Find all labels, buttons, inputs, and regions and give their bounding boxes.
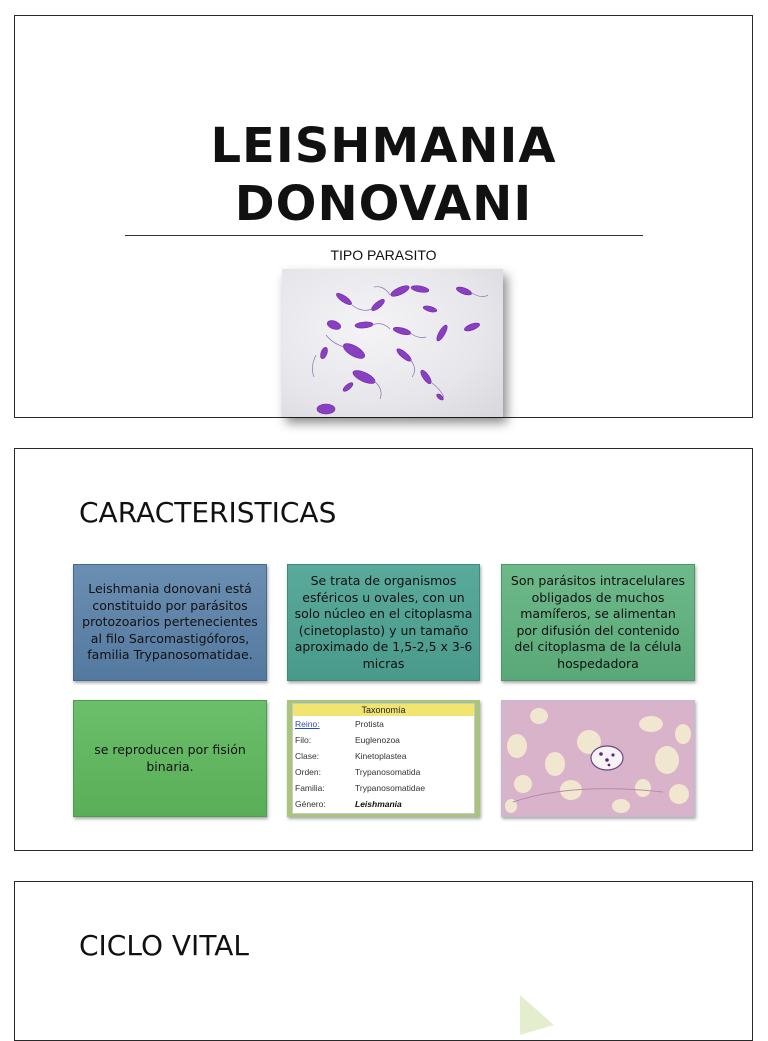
info-box-text: se reproducen por fisión binaria. <box>94 742 246 774</box>
decorative-triangle <box>520 995 560 1035</box>
taxonomy-row <box>293 796 474 812</box>
taxonomy-row <box>293 780 474 796</box>
taxonomy-key: Orden: <box>295 767 321 777</box>
slide-title <box>15 117 752 233</box>
taxonomy-key: Género: <box>295 799 326 809</box>
life-cycle-slide[interactable] <box>14 881 753 1041</box>
taxonomy-key: Clase: <box>295 751 320 761</box>
info-box-text: Son parásitos intracelulares obligados de muchos mamíferos, se alimentan por difusión del contenido del citoplasma de la célula hospedadora <box>510 573 686 671</box>
characteristics-slide[interactable] <box>14 448 753 851</box>
taxonomy-value: Leishmania <box>355 799 402 809</box>
info-box-text: Leishmania donovani está constituido por parásitos protozoarios pertenecientes al filo Sarcomastigóforos, familia Trypanosomatidae. <box>82 581 258 663</box>
title-line-2: DONOVANI <box>234 176 533 232</box>
taxonomy-row <box>293 716 474 732</box>
title-line-1: LEISHMANIA <box>210 118 557 174</box>
taxonomy-value: Euglenozoa <box>355 735 400 745</box>
micrograph-image <box>503 702 693 815</box>
info-box-reproduction <box>73 700 267 817</box>
taxonomy-row <box>293 732 474 748</box>
taxonomy-table <box>287 700 480 817</box>
slide-subtitle: TIPO PARASITO <box>330 247 437 263</box>
micrograph-image <box>282 269 503 417</box>
info-box-classification <box>73 564 267 681</box>
info-box-text: Se trata de organismos esféricos u ovales, con un solo núcleo en el citoplasma (cinetoplasto) y un tamaño aproximado de 1,5-2,5 x 3-6 micras <box>294 573 473 671</box>
title-divider <box>125 235 643 236</box>
promastigote-micrograph <box>282 269 503 417</box>
section-heading: CICLO VITAL <box>79 929 249 962</box>
amastigote-micrograph <box>501 700 695 817</box>
info-box-morphology <box>287 564 480 681</box>
taxonomy-key: Familia: <box>295 783 325 793</box>
taxonomy-value: Kinetoplastea <box>355 751 407 761</box>
taxonomy-key-link[interactable]: Reino: <box>295 719 320 729</box>
taxonomy-value: Trypanosomatidae <box>355 783 426 793</box>
info-box-habitat <box>501 564 695 681</box>
taxonomy-value: Protista <box>355 719 384 729</box>
taxonomy-row <box>293 764 474 780</box>
taxonomy-key: Filo: <box>295 735 312 745</box>
taxonomy-value: Trypanosomatida <box>355 767 421 777</box>
section-heading: CARACTERISTICAS <box>79 496 337 529</box>
taxonomy-row <box>293 748 474 764</box>
title-slide[interactable] <box>14 15 753 418</box>
taxonomy-header: Taxonomía <box>293 704 474 716</box>
